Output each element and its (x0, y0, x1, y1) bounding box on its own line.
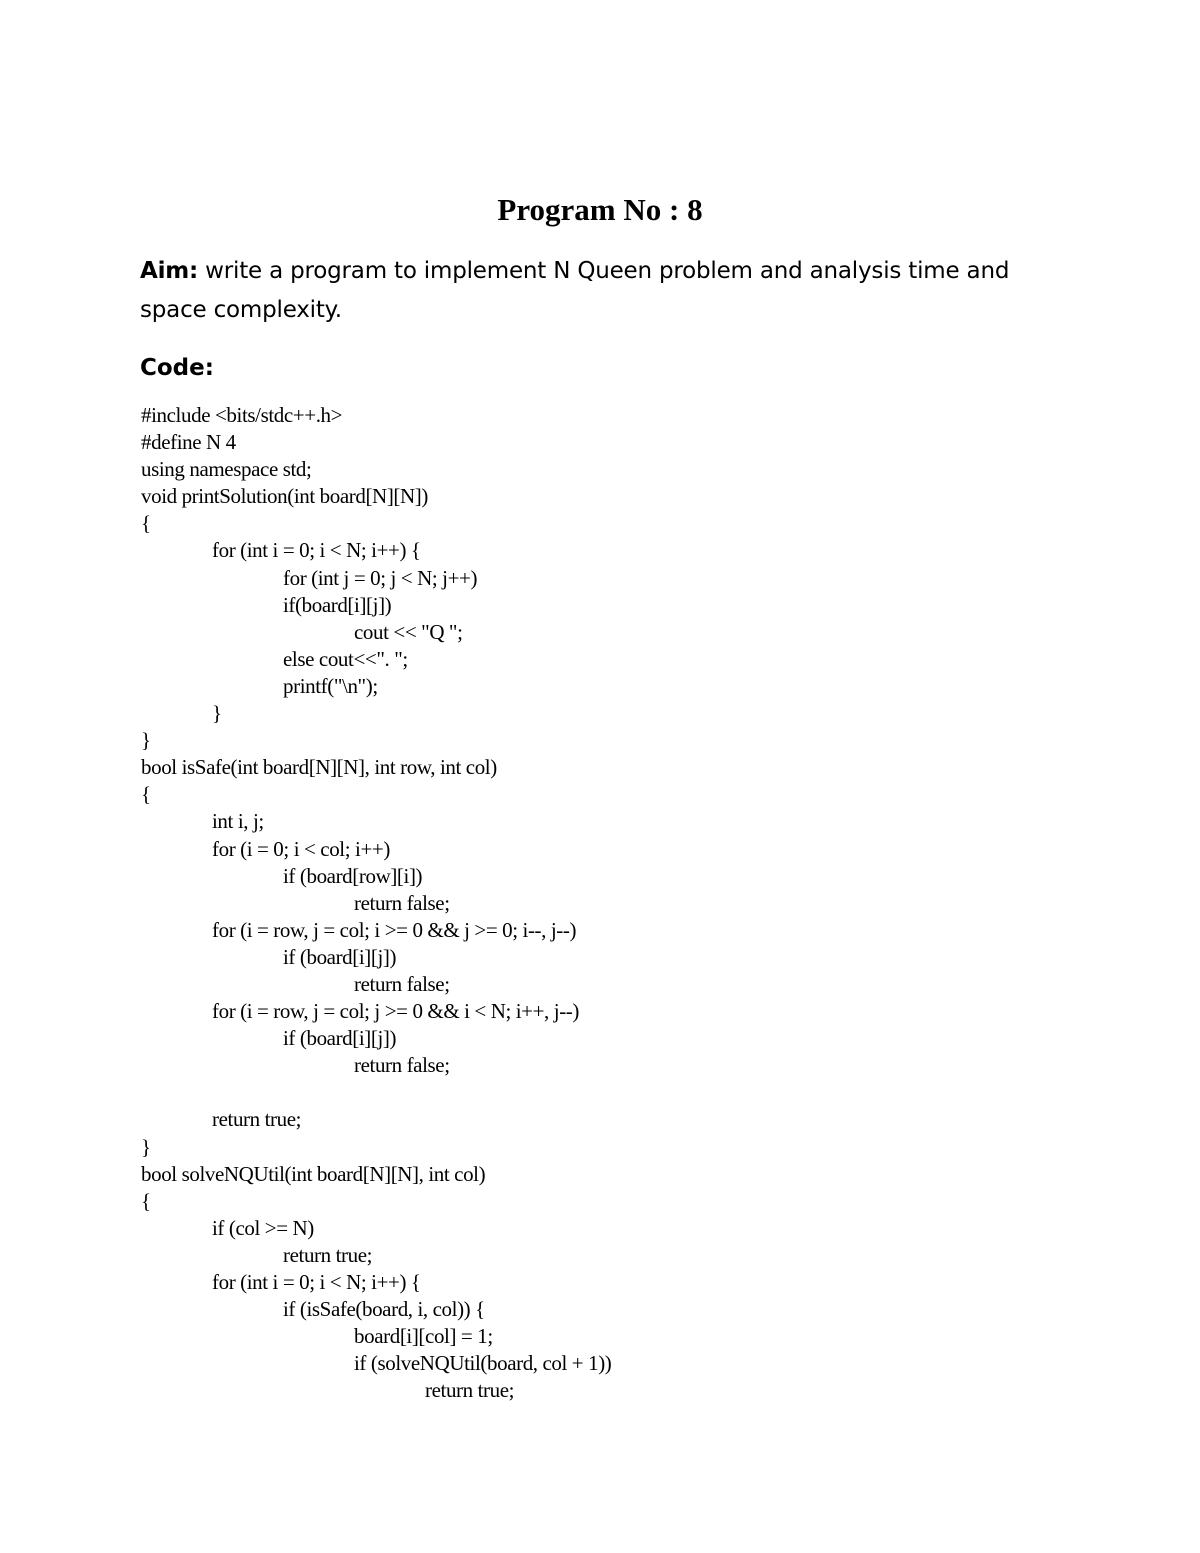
code-line: cout << "Q "; (354, 619, 463, 644)
code-line: #define N 4 (141, 430, 236, 455)
code-line: { (141, 511, 151, 536)
page-title: Program No : 8 (497, 192, 703, 227)
code-line: return true; (212, 1107, 302, 1132)
code-line: bool isSafe(int board[N][N], int row, int col) (141, 755, 497, 780)
code-line: return false; (354, 890, 450, 915)
code-line: return true; (283, 1242, 373, 1267)
code-line: { (141, 782, 151, 807)
code-line: void printSolution(int board[N][N]) (141, 484, 428, 509)
code-line: #include <bits/stdc++.h> (141, 403, 343, 427)
code-line: using namespace std; (141, 457, 312, 482)
code-line: } (141, 728, 151, 753)
code-line: if (solveNQUtil(board, col + 1)) (354, 1351, 612, 1376)
aim-paragraph (140, 252, 1040, 330)
code-line: for (i = row, j = col; i >= 0 && j >= 0; i--, j--) (212, 917, 577, 942)
code-line: for (i = 0; i < col; i++) (212, 836, 390, 861)
code-line: if (board[row][i]) (283, 863, 423, 888)
code-line: int i, j; (212, 809, 264, 834)
code-line: printf("\n"); (283, 673, 378, 698)
code-line: for (int i = 0; i < N; i++) { (212, 1270, 421, 1294)
code-line (141, 1079, 611, 1106)
code-line: if (board[i][j]) (283, 944, 397, 969)
code-line: for (i = row, j = col; j >= 0 && i < N; i++, j--) (212, 999, 579, 1024)
code-line: for (int i = 0; i < N; i++) { (212, 538, 421, 563)
code-line: for (int j = 0; j < N; j++) (283, 565, 478, 590)
code-line: } (212, 701, 222, 726)
aim-label: Aim: (140, 258, 199, 284)
code-line: return false; (354, 1053, 450, 1078)
aim-text-1: write a program to implement N Queen problem and analysis time and (198, 258, 1010, 284)
code-line: bool solveNQUtil(int board[N][N], int col) (141, 1161, 486, 1186)
aim-line-1 (140, 252, 1040, 291)
code-line: else cout<<". "; (283, 646, 408, 671)
code-line: return false; (354, 971, 450, 996)
code-line: if(board[i][j]) (283, 592, 392, 617)
code-line: } (141, 1134, 151, 1159)
code-line: if (col >= N) (212, 1215, 314, 1240)
code-line: board[i][col] = 1; (354, 1324, 493, 1349)
code-heading: Code: (140, 355, 214, 381)
code-line: if (board[i][j]) (283, 1026, 397, 1051)
code-line: if (isSafe(board, i, col)) { (283, 1297, 485, 1322)
aim-line-2: space complexity. (140, 297, 342, 323)
code-line: return true; (425, 1378, 515, 1403)
code-block (141, 402, 611, 1404)
code-line: { (141, 1188, 151, 1213)
